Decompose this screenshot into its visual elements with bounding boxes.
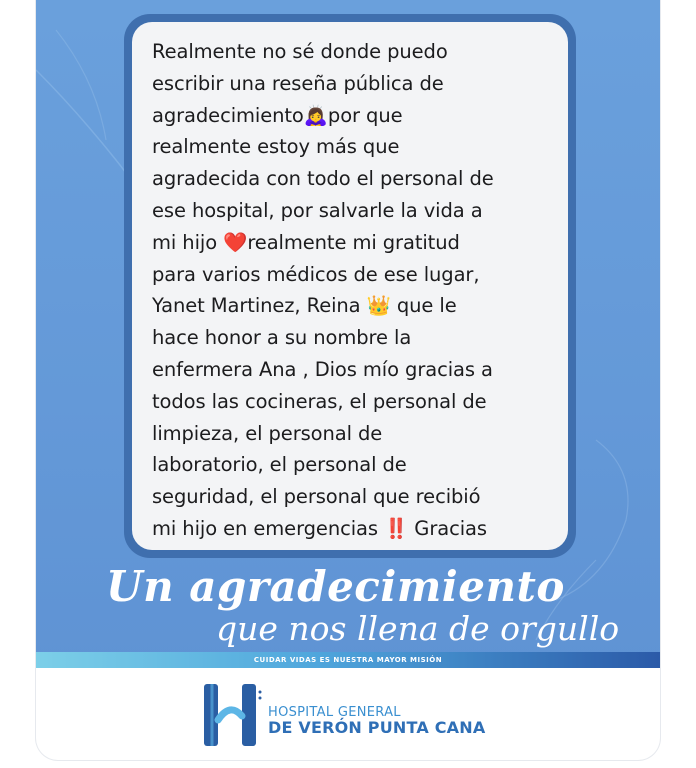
banner-subtitle: que nos llena de orgullo: [216, 609, 620, 648]
hospital-logo-icon: [204, 680, 264, 750]
banner-title: Un agradecimiento: [106, 562, 565, 611]
post-card: [36, 0, 660, 760]
hospital-name-line1: HOSPITAL GENERAL: [268, 705, 401, 720]
review-message-text: Realmente no sé donde puedo escribir una reseña pública de agradecimiento🙇‍♀️por que realmente estoy más que agradecida con todo el personal de ese hospital, por salvarle la vida a mi hijo ❤️realmente mi gratitud para varios médicos de ese lugar, Yanet Martinez, Reina 👑 que le hace honor a su nombre la enfermera Ana , Dios mío gracias a todos las cocineras, el personal de limpieza, el personal de laboratorio, el personal de seguridad, el personal que recibió mi hijo en emergencias ‼️ Gracias: [152, 40, 494, 540]
tagline-text: CUIDAR VIDAS ES NUESTRA MAYOR MISIÓN: [253, 656, 443, 664]
hospital-name-line2: DE VERÓN PUNTA CANA: [268, 718, 486, 737]
